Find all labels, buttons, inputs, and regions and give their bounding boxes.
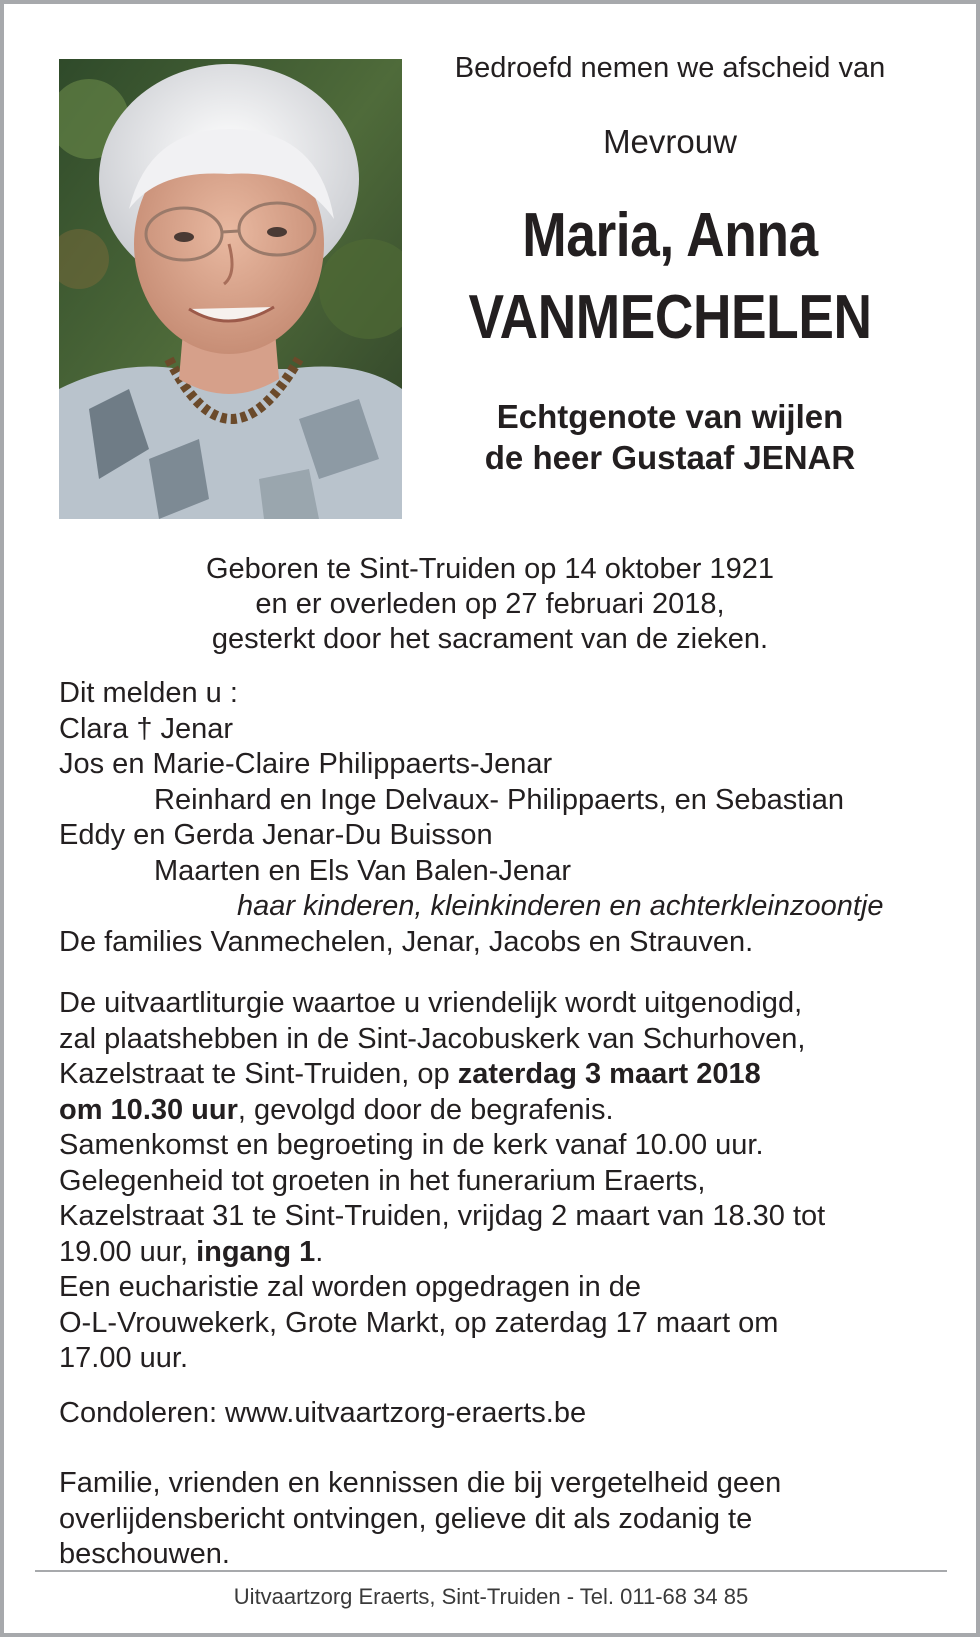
spouse-line-2: de heer Gustaaf JENAR [484,439,856,476]
condolences-line: Condoleren: www.uitvaartzorg-eraerts.be [59,1397,587,1429]
funeral-line [59,1057,761,1093]
notice-line: Familie, vrienden en kennissen die bij vergetelheid geen [59,1467,782,1499]
family-line: Jos en Marie-Claire Philippaerts-Jenar [59,748,553,780]
salutation: Mevrouw [603,123,737,160]
footer-divider [35,1570,947,1572]
funeral-line: Kazelstraat 31 te Sint-Truiden, vrijdag 2 maart van 18.30 tot [59,1200,826,1232]
funeral-text: Kazelstraat te Sint-Truiden, op [59,1058,458,1090]
funeral-line: O-L-Vrouwekerk, Grote Markt, op zaterdag 17 maart om [59,1306,779,1339]
funeral-text: 19.00 uur, [59,1235,197,1268]
family-relation: haar kinderen, kleinkinderen en achterkleinzoontje [237,890,884,922]
funeral-line: De uitvaartliturgie waartoe u vriendelijk wordt uitgenodigd, [59,987,803,1019]
funeral-line: Samenkomst en begroeting in de kerk vanaf 10.00 uur. [59,1129,764,1161]
footer-contact: Uitvaartzorg Eraerts, Sint-Truiden - Tel. 011-68 34 85 [233,1584,749,1609]
family-line: Reinhard en Inge Delvaux- Philippaerts, en Sebastian [154,783,844,816]
funeral-time: om 10.30 uur [59,1093,238,1126]
family-line: Clara † Jenar [59,712,234,745]
portrait-photo [59,59,402,519]
funeral-date: zaterdag 3 maart 2018 [457,1058,761,1090]
deceased-surname: VANMECHELEN [468,283,872,352]
birth-death-info [60,552,920,657]
family-list [59,676,939,958]
deceased-given-names: Maria, Anna [522,201,818,270]
sacrament-line: gesterkt door het sacrament van de zieken. [211,623,769,655]
funeral-text: . [315,1235,324,1268]
funeral-line [59,1093,614,1129]
intro-text: Bedroefd nemen we afscheid van [454,52,886,84]
birth-line: Geboren te Sint-Truiden op 14 oktober 1921 [205,553,775,585]
entrance-label: ingang 1 [196,1235,316,1268]
funeral-line [59,1235,323,1271]
notice-line: beschouwen. [59,1538,230,1570]
funeral-line: Een eucharistie zal worden opgedragen in de [59,1271,642,1303]
funeral-line: Gelegenheid tot groeten in het funerarium Eraerts, [59,1164,706,1197]
family-line: De families Vanmechelen, Jenar, Jacobs en Strauven. [59,925,754,958]
funeral-text: , gevolgd door de begrafenis. [237,1093,614,1126]
death-line: en er overleden op 27 februari 2018, [255,588,725,620]
funeral-line: zal plaatshebben in de Sint-Jacobuskerk van Schurhoven, [59,1022,806,1055]
family-intro: Dit melden u : [59,677,238,709]
family-line: Eddy en Gerda Jenar-Du Buisson [59,819,493,851]
spouse-line-1: Echtgenote van wijlen [496,398,844,435]
notice-line: overlijdensbericht ontvingen, gelieve dit als zodanig te [59,1502,753,1535]
funeral-line: 17.00 uur. [59,1342,188,1374]
family-line: Maarten en Els Van Balen-Jenar [154,854,571,887]
